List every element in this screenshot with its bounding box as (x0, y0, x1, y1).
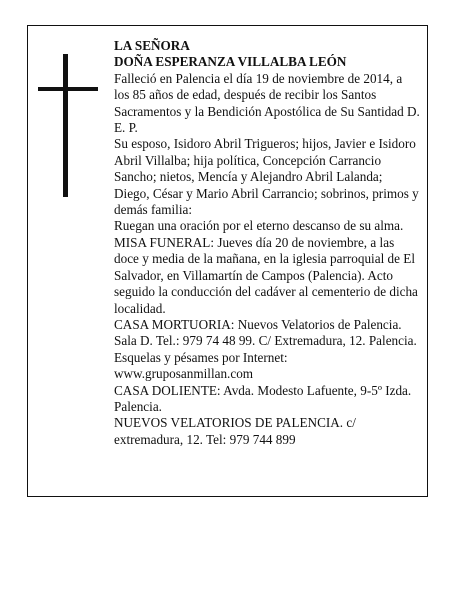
cross-icon (38, 54, 98, 197)
cross-horizontal-bar (38, 87, 98, 91)
cross-vertical-bar (63, 54, 68, 197)
funeral-mass-info: MISA FUNERAL: Jueves día 20 de noviembre, a las doce y media de la mañana, en la iglesia parroquial de El Salvador, en Villamartín de Campos (Palencia). Acto seguido la conducción del cadáver al cementerio de dicha localidad. (114, 234, 418, 316)
family-home-address: CASA DOLIENTE: Avda. Modesto Lafuente, 9-5º Izda. Palencia. (114, 382, 412, 414)
family-list: Su esposo, Isidoro Abril Trigueros; hijos, Javier e Isidoro Abril Villalba; hija política, Concepción Carrancio Sancho; nietos, Mencía y Alejandro Abril Lalanda; Diego, César y Mario Abril Carrancio; sobrinos, primos y demás familia: (114, 136, 419, 218)
funeral-home-info: CASA MORTUORIA: Nuevos Velatorios de Palencia. Sala D. Tel.: 979 74 48 99. C/ Extremadura, 12. Palencia. (114, 316, 417, 349)
death-announcement: Falleció en Palencia el día 19 de noviembre de 2014, a los 85 años de edad, después de recibir los Santos Sacramentos y la Bendición Apostólica de Su Santidad D. E. P. (114, 70, 420, 136)
prayer-request: Ruegan una oración por el eterno descanso de su alma. (114, 218, 404, 234)
internet-condolences: Esquelas y pésames por Internet: www.gruposanmillan.com (114, 349, 288, 382)
title-line-1: LA SEÑORA (114, 38, 190, 53)
deceased-name: DOÑA ESPERANZA VILLALBA LEÓN (114, 54, 347, 70)
funeral-home-contact: NUEVOS VELATORIOS DE PALENCIA. c/ extremadura, 12. Tel: 979 744 899 (114, 415, 356, 447)
obituary-text (114, 38, 420, 448)
